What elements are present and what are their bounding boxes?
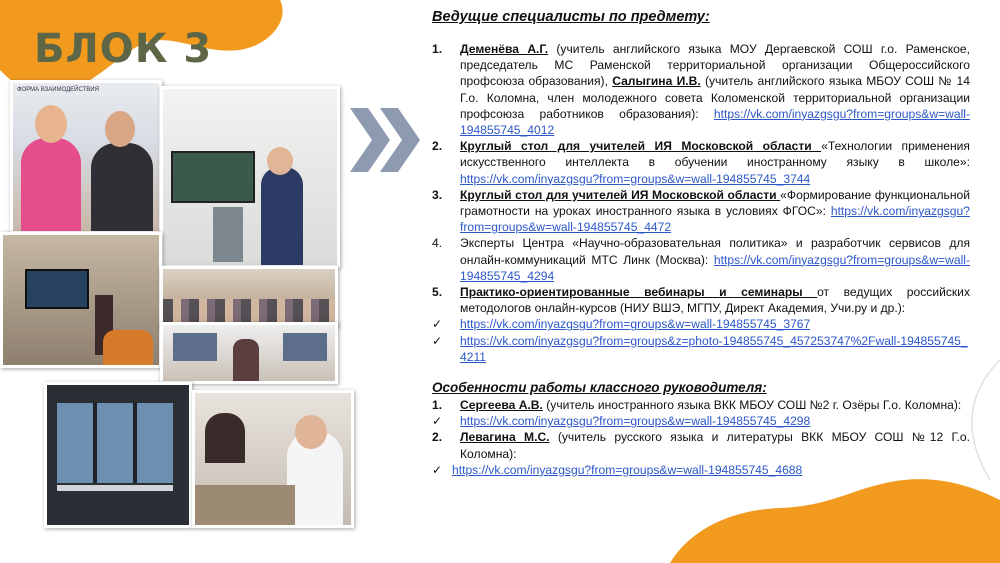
link-item [432, 333, 970, 365]
double-chevron-right-icon [350, 108, 424, 172]
list-item: 4. Эксперты Центра «Научно-образовательная политика» и разработчик сервисов для онлайн-коммуникаций МТС Линк (Москва): https://vk.com/inyazgsgu?from=groups&w=wall-194855745_4294 [432, 236, 970, 283]
vk-link[interactable]: https://vk.com/inyazgsgu?from=groups&z=photo-194855745_457253747%2Fwall-194855745_4211 [460, 333, 968, 364]
page-title: БЛОК 3 [34, 26, 213, 72]
photo-caption: ФОРМА ВЗАИМОДЕЙСТВИЯ [17, 87, 99, 93]
specialist-name: Деменёва А.Г. [460, 42, 549, 56]
vk-link[interactable]: https://vk.com/inyazgsgu?from=groups&w=wall-194855745_4688 [452, 462, 803, 477]
event-name: Круглый стол для учителей ИЯ Московской области [460, 187, 781, 202]
checkmark-icon: ✓ [432, 333, 443, 348]
vk-link[interactable]: https://vk.com/inyazgsgu?from=groups&w=wall-194855745_3744 [460, 171, 811, 186]
orange-blob-bottom-right [650, 470, 1000, 563]
event-name: Круглый стол для учителей ИЯ Московской области [460, 139, 822, 154]
photo-presenters [10, 80, 162, 234]
photo-video-conference [44, 382, 192, 528]
photo-audience [160, 266, 338, 328]
checkmark-icon: ✓ [432, 462, 443, 477]
vk-link[interactable]: https://vk.com/inyazgsgu?from=groups&w=wall-194855745_4012 [460, 106, 970, 138]
section-heading-specialists: Ведущие специалисты по предмету: [432, 9, 710, 25]
event-name: Практико-ориентированные вебинары и семинары [460, 285, 818, 300]
list-item: 1. Деменёва А.Г. (учитель английского языка МОУ Дергаевской СОШ г.о. Раменское, председатель МС Раменской территориальной организации Общероссийского профсоюза образования), Салыгина И.В. (учитель английского языка МБОУ СОШ № 14 Г.о. Коломна, член молодежного совета Коломенской территориальной организации профсоюза работников образования): https://vk.com/inyazgsgu?from=groups&w=wall-194855745_4012 [432, 42, 970, 138]
photo-students [192, 390, 354, 528]
checkmark-icon: ✓ [432, 414, 443, 429]
photo-classroom-screen [0, 232, 162, 368]
checkmark-icon: ✓ [432, 317, 443, 332]
teacher-name: Левагина М.С. [460, 430, 550, 445]
list-item: 3. Круглый стол для учителей ИЯ Московской области «Формирование функциональной грамотности на уроках иностранного языка в условиях ФГОС»: https://vk.com/inyazgsgu?from=groups&w=wall-194855745_4472 [432, 187, 970, 235]
list-item: 1. Сергеева А.В. (учитель иностранного языка ВКК МБОУ СОШ №2 г. Озёры Г.о. Коломна): [432, 398, 962, 413]
vk-link[interactable]: https://vk.com/inyazgsgu?from=groups&w=wall-194855745_4298 [460, 414, 811, 429]
link-item [432, 316, 970, 332]
list-item: 2. Круглый стол для учителей ИЯ Московской области «Технологии применения искусственного интеллекта в обучении иностранному языку в школе»: https://vk.com/inyazgsgu?from=groups&w=wall-194855745_3744 [432, 139, 970, 186]
link-item [432, 413, 970, 429]
list-item: 2. Левагина М.С. (учитель русского языка и литературы ВКК МБОУ СОШ №12 Г.о. Коломна): [432, 430, 970, 461]
section-heading-class-teacher: Особенности работы классного руководителя: [432, 380, 767, 396]
teacher-name: Сергеева А.В. [460, 398, 543, 413]
vk-link[interactable]: https://vk.com/inyazgsgu?from=groups&w=wall-194855745_4472 [460, 204, 970, 235]
link-item [432, 462, 970, 478]
photo-lecture-hall [160, 86, 340, 268]
list-item: 5. Практико-ориентированные вебинары и семинары от ведущих российских методологов онлайн-курсов (НИУ ВШЭ, МГПУ, Директ Академия, Учи.ру и др.): [432, 285, 970, 316]
vk-link[interactable]: https://vk.com/inyazgsgu?from=groups&w=wall-194855745_3767 [460, 317, 811, 332]
content-column [432, 8, 970, 478]
specialist-name: Салыгина И.В. [612, 74, 701, 89]
vk-link[interactable]: https://vk.com/inyazgsgu?from=groups&w=wall-194855745_4294 [460, 252, 970, 283]
photo-workshop [160, 322, 338, 384]
